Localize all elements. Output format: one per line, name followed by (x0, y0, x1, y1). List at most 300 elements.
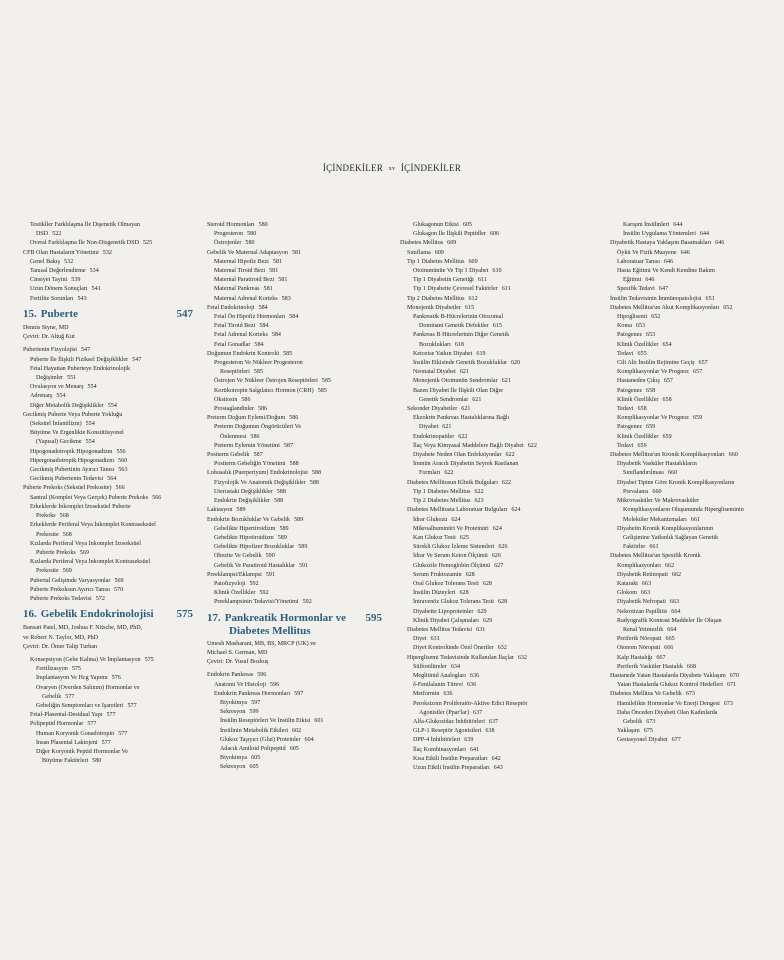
toc-entry[interactable] (23, 249, 193, 258)
toc-entry-title: Prostaglandinler (214, 406, 254, 413)
toc-entry[interactable] (400, 598, 595, 607)
toc-entry[interactable] (207, 671, 382, 680)
chapter-heading[interactable] (23, 610, 193, 621)
toc-entry[interactable] (400, 580, 595, 589)
toc-entry[interactable] (207, 414, 382, 423)
toc-entry[interactable] (207, 396, 382, 405)
toc-entry[interactable] (610, 368, 775, 377)
toc-entry[interactable] (23, 577, 193, 586)
toc-entry[interactable] (23, 466, 193, 475)
toc-entry[interactable] (610, 654, 775, 663)
toc-entry-page: 554 (56, 393, 66, 400)
toc-entry-page: 665 (665, 636, 675, 643)
toc-entry[interactable] (400, 479, 595, 488)
toc-entry[interactable] (23, 346, 193, 355)
toc-entry[interactable] (23, 521, 193, 530)
chapter-heading[interactable] (207, 611, 382, 637)
toc-entry-title: Maternal Tiroid Bezi (214, 268, 266, 275)
toc-entry[interactable] (23, 475, 193, 484)
toc-entry[interactable] (400, 249, 595, 258)
toc-entry[interactable] (610, 276, 775, 285)
toc-entry-page: 587 (253, 452, 263, 459)
toc-entry-title: Pankreatik B-Hücrelerinin Otozomal (413, 314, 504, 321)
toc-entry-title: Spesifik Tedavi (617, 286, 655, 293)
toc-entry[interactable] (207, 460, 382, 469)
toc-entry-title: Testikller Farklılaşma İle Dişenetik Olmayan (30, 222, 140, 228)
toc-entry[interactable] (400, 322, 595, 331)
toc-entry-page: 583 (281, 295, 291, 302)
toc-entry-page: 584 (254, 341, 264, 348)
toc-entry[interactable] (400, 764, 595, 773)
toc-entry[interactable] (207, 405, 382, 414)
toc-entry[interactable] (610, 469, 775, 478)
toc-entry-title: Glukagonun Etkisi (413, 222, 459, 228)
toc-entry-title: Otonom Nöropati (617, 645, 661, 652)
toc-entry[interactable] (400, 396, 595, 405)
toc-entry[interactable] (207, 221, 382, 230)
toc-entry[interactable] (400, 497, 595, 506)
toc-entry[interactable] (610, 506, 775, 515)
toc-entry-title: Sınıflandırılması (623, 470, 664, 477)
toc-entry[interactable] (23, 392, 193, 401)
toc-entry[interactable] (400, 423, 595, 432)
toc-entry[interactable] (23, 757, 193, 766)
toc-entry[interactable] (610, 672, 775, 681)
toc-entry[interactable] (610, 267, 775, 276)
toc-entry-page: 622 (444, 470, 454, 477)
toc-entry[interactable] (400, 571, 595, 580)
toc-entry[interactable] (610, 552, 775, 561)
toc-entry[interactable] (207, 451, 382, 460)
toc-entry[interactable] (23, 512, 193, 521)
toc-entry[interactable] (23, 411, 193, 420)
toc-entry[interactable] (400, 405, 595, 414)
toc-entry[interactable] (400, 414, 595, 423)
toc-entry[interactable] (207, 708, 382, 717)
toc-entry[interactable] (610, 709, 775, 718)
toc-entry[interactable] (610, 322, 775, 331)
toc-entry[interactable] (610, 644, 775, 653)
toc-entry[interactable] (207, 341, 382, 350)
toc-entry[interactable] (400, 552, 595, 561)
toc-entry[interactable] (610, 387, 775, 396)
toc-entry[interactable] (23, 429, 193, 438)
toc-entry[interactable] (207, 368, 382, 377)
toc-entry[interactable] (23, 484, 193, 493)
toc-entry[interactable] (400, 267, 595, 276)
toc-column-2 (207, 221, 382, 773)
toc-entry-title: İnsülin Düzeyleri (413, 590, 456, 597)
toc-entry[interactable] (207, 350, 382, 359)
toc-entry[interactable] (207, 313, 382, 322)
toc-entry[interactable] (23, 665, 193, 674)
toc-entry[interactable] (610, 442, 775, 451)
toc-entry[interactable] (23, 531, 193, 540)
toc-entry[interactable] (23, 549, 193, 558)
toc-entry[interactable] (610, 377, 775, 386)
toc-entry[interactable] (610, 681, 775, 690)
toc-entry-page: 662 (671, 571, 682, 578)
toc-entry[interactable] (400, 663, 595, 672)
toc-entry-page: 566 (152, 494, 162, 501)
toc-entry[interactable] (23, 356, 193, 365)
toc-entry[interactable] (610, 617, 775, 626)
toc-entry[interactable] (400, 469, 595, 478)
toc-entry[interactable] (207, 699, 382, 708)
toc-entry[interactable] (400, 736, 595, 745)
toc-entry[interactable] (610, 313, 775, 322)
toc-entry[interactable] (23, 365, 193, 374)
toc-entry[interactable] (610, 359, 775, 368)
toc-entry[interactable] (610, 405, 775, 414)
toc-entry-title: Komplikasyonların Oluşumunda Hipergliseminin (623, 507, 744, 514)
toc-entry[interactable] (23, 748, 193, 757)
toc-entry[interactable] (23, 693, 193, 702)
toc-entry[interactable] (610, 285, 775, 294)
toc-entry[interactable] (400, 285, 595, 294)
toc-entry-page: 653 (635, 323, 646, 330)
toc-entry[interactable] (400, 617, 595, 626)
toc-entry[interactable] (207, 359, 382, 368)
toc-entry-title: Sürekli Glukoz İzleme Sistemleri (413, 544, 495, 551)
toc-entry-page: 677 (671, 737, 681, 744)
toc-entry[interactable] (400, 644, 595, 653)
toc-entry[interactable] (207, 433, 382, 442)
toc-entry[interactable] (23, 730, 193, 739)
toc-entry[interactable] (610, 516, 775, 525)
toc-entry[interactable] (610, 230, 775, 239)
toc-entry[interactable] (400, 451, 595, 460)
toc-entry[interactable] (400, 690, 595, 699)
chapter-heading[interactable] (23, 307, 193, 321)
toc-entry[interactable] (610, 598, 775, 607)
toc-entry[interactable] (400, 304, 595, 313)
toc-entry-title: Patofizyoloji (214, 580, 246, 587)
toc-entry[interactable] (207, 239, 382, 248)
toc-entry[interactable] (207, 727, 382, 736)
toc-entry[interactable] (207, 304, 382, 313)
toc-entry[interactable] (610, 423, 775, 432)
toc-entry-title: Hasta Eğitimi Ve Kendi Kendine Bakım (617, 268, 715, 275)
toc-entry-page: 636 (469, 672, 480, 679)
toc-entry[interactable] (207, 763, 382, 772)
toc-entry[interactable] (207, 267, 382, 276)
toc-entry[interactable] (207, 717, 382, 726)
toc-entry-title: Bazen Diyabet İle İlişkili Olan Diğer (413, 387, 504, 394)
toc-entry-page: 628 (498, 599, 508, 606)
toc-entry[interactable] (400, 433, 595, 442)
toc-entry[interactable] (23, 438, 193, 447)
toc-entry[interactable] (400, 525, 595, 534)
toc-entry[interactable] (207, 230, 382, 239)
toc-entry[interactable] (610, 580, 775, 589)
toc-entry[interactable] (610, 534, 775, 543)
toc-entry[interactable] (400, 221, 595, 230)
toc-entry[interactable] (400, 543, 595, 552)
toc-entry-page: 605 (251, 755, 261, 762)
toc-entry[interactable] (610, 700, 775, 709)
toc-entry[interactable] (23, 258, 193, 267)
toc-entry-page: 659 (637, 442, 647, 449)
toc-entry-title: İnsülin Tedavisinin İmmünopatolojisi (610, 295, 702, 302)
toc-entry[interactable] (400, 359, 595, 368)
header-right: İÇİNDEKİLER (400, 163, 462, 173)
toc-entry[interactable] (23, 503, 193, 512)
toc-entry[interactable] (610, 497, 775, 506)
toc-entry-page: 623 (474, 498, 484, 505)
toc-entry[interactable] (23, 295, 193, 304)
chapter-author: Çeviri: Dr. Ömer Talip Turhan (23, 643, 98, 650)
toc-entry[interactable] (400, 331, 595, 340)
toc-entry[interactable] (610, 488, 775, 497)
toc-entry[interactable] (207, 497, 382, 506)
toc-entry[interactable] (207, 525, 382, 534)
toc-entry[interactable] (23, 656, 193, 665)
toc-entry[interactable] (207, 331, 382, 340)
toc-entry-page: 591 (265, 571, 275, 578)
toc-entry-page: 631 (430, 636, 440, 643)
toc-entry[interactable] (207, 598, 382, 607)
toc-entry[interactable] (400, 608, 595, 617)
toc-entry-page: 589 (277, 534, 287, 541)
toc-entry[interactable] (23, 221, 193, 230)
toc-entry[interactable] (400, 387, 595, 396)
chapter-title: Puberte (40, 307, 79, 320)
toc-entry[interactable] (400, 341, 595, 350)
toc-entry[interactable] (23, 586, 193, 595)
chapter-page: 547 (176, 307, 193, 320)
toc-entry-title: Komplikasyonlar Ve Prognoz (617, 415, 689, 422)
toc-entry[interactable] (23, 558, 193, 567)
toc-entry[interactable] (610, 396, 775, 405)
toc-entry[interactable] (610, 460, 775, 469)
toc-entry[interactable] (207, 249, 382, 258)
toc-entry[interactable] (400, 654, 595, 663)
toc-entry-page: 605 (289, 745, 299, 752)
toc-entry[interactable] (400, 313, 595, 322)
header-left: İÇİNDEKİLER (322, 163, 384, 173)
toc-entry[interactable] (207, 488, 382, 497)
toc-entry[interactable] (207, 295, 382, 304)
toc-entry[interactable] (400, 700, 595, 709)
toc-entry[interactable] (610, 331, 775, 340)
toc-entry[interactable] (23, 448, 193, 457)
toc-entry[interactable] (207, 506, 382, 515)
toc-entry[interactable] (610, 350, 775, 359)
toc-entry[interactable] (23, 402, 193, 411)
toc-entry[interactable] (23, 230, 193, 239)
toc-entry-page: 657 (698, 360, 708, 367)
toc-entry[interactable] (400, 488, 595, 497)
toc-entry[interactable] (400, 709, 595, 718)
toc-entry-page: 541 (91, 286, 101, 293)
header-page-number: xv (388, 165, 396, 172)
toc-entry-title: Oksitosin (214, 396, 238, 403)
toc-entry[interactable] (400, 516, 595, 525)
toc-entry-title: Koma (617, 323, 632, 330)
toc-entry[interactable] (207, 571, 382, 580)
toc-entry-title: Prekosite (36, 531, 59, 538)
toc-entry[interactable] (400, 350, 595, 359)
toc-entry-title: Diyabetik Vasküler Hastalıkların (617, 461, 697, 468)
toc-entry[interactable] (610, 562, 775, 571)
toc-entry[interactable] (400, 635, 595, 644)
toc-entry[interactable] (610, 525, 775, 534)
toc-entry[interactable] (610, 433, 775, 442)
toc-entry[interactable] (400, 746, 595, 755)
toc-entry[interactable] (610, 258, 775, 267)
toc-entry[interactable] (207, 681, 382, 690)
toc-entry-title: Dominant Genetik Defektler (419, 323, 489, 330)
toc-entry-page: 646 (645, 277, 655, 284)
toc-entry[interactable] (23, 494, 193, 503)
toc-entry[interactable] (23, 267, 193, 276)
toc-entry[interactable] (23, 684, 193, 693)
toc-entry[interactable] (207, 754, 382, 763)
toc-entry[interactable] (207, 516, 382, 525)
toc-entry-title: Steroid Hormonları (207, 222, 255, 228)
toc-entry-page: 628 (459, 590, 469, 597)
toc-entry[interactable] (610, 635, 775, 644)
toc-entry-page: 588 (309, 479, 319, 486)
running-header (0, 163, 784, 173)
toc-entry[interactable] (207, 736, 382, 745)
toc-entry[interactable] (23, 276, 193, 285)
toc-entry[interactable] (400, 718, 595, 727)
toc-entry[interactable] (400, 377, 595, 386)
toc-entry[interactable] (207, 377, 382, 386)
toc-entry-title: Diabetes Mellitusta Laboratuar Bulguları (407, 507, 508, 514)
toc-entry[interactable] (610, 571, 775, 580)
toc-entry[interactable] (207, 552, 382, 561)
toc-entry[interactable] (207, 479, 382, 488)
toc-entry[interactable] (23, 711, 193, 720)
toc-entry-title: Tedavi (617, 406, 634, 413)
toc-entry[interactable] (207, 745, 382, 754)
toc-entry[interactable] (207, 423, 382, 432)
toc-entry[interactable] (23, 567, 193, 576)
toc-entry-title: Katarakt (617, 580, 638, 587)
toc-entry[interactable] (207, 442, 382, 451)
toc-entry[interactable] (400, 672, 595, 681)
toc-entry[interactable] (610, 249, 775, 258)
toc-entry[interactable] (400, 681, 595, 690)
toc-entry[interactable] (23, 674, 193, 683)
toc-entry[interactable] (610, 626, 775, 635)
toc-entry[interactable] (207, 285, 382, 294)
toc-entry-page: 547 (132, 356, 142, 363)
toc-entry[interactable] (23, 420, 193, 429)
toc-entry[interactable] (207, 562, 382, 571)
toc-entry[interactable] (207, 387, 382, 396)
toc-entry-page: 585 (317, 387, 327, 394)
toc-entry[interactable] (23, 595, 193, 604)
toc-entry[interactable] (207, 543, 382, 552)
toc-entry[interactable] (610, 341, 775, 350)
toc-entry[interactable] (400, 589, 595, 598)
toc-entry-title: Diabetes Mellitus (400, 240, 444, 247)
toc-entry[interactable] (400, 368, 595, 377)
toc-entry[interactable] (610, 479, 775, 488)
toc-entry-title: Uterustaki Değişiklikler (214, 488, 273, 495)
toc-entry-page: 660 (728, 452, 738, 459)
toc-entry-page: 525 (143, 240, 153, 247)
toc-entry[interactable] (610, 690, 775, 699)
toc-entry[interactable] (23, 383, 193, 392)
toc-entry[interactable] (400, 442, 595, 451)
toc-entry-title: Diabetes Mellitus Tedavisi (407, 626, 473, 633)
toc-entry[interactable] (610, 718, 775, 727)
toc-entry-title: Adacık Amiloid Polipeptid (220, 745, 286, 752)
toc-entry[interactable] (610, 304, 775, 313)
toc-entry[interactable] (610, 221, 775, 230)
toc-entry[interactable] (400, 626, 595, 635)
toc-entry-title: Hipergonadotropik Hipogonadizm (30, 457, 115, 464)
toc-entry[interactable] (23, 285, 193, 294)
toc-entry[interactable] (400, 258, 595, 267)
toc-entry[interactable] (400, 460, 595, 469)
toc-entry[interactable] (400, 562, 595, 571)
toc-entry[interactable] (207, 534, 382, 543)
toc-entry[interactable] (207, 469, 382, 478)
toc-entry[interactable] (610, 543, 775, 552)
toc-entry[interactable] (610, 451, 775, 460)
toc-entry[interactable] (207, 276, 382, 285)
toc-entry[interactable] (207, 258, 382, 267)
toc-entry[interactable] (610, 295, 775, 304)
toc-entry[interactable] (400, 239, 595, 248)
toc-entry-title: Uzun Dönem Sonuçları (30, 286, 88, 293)
toc-entry[interactable] (610, 414, 775, 423)
toc-entry-title: Formları (419, 470, 441, 477)
toc-entry[interactable] (207, 580, 382, 589)
toc-entry[interactable] (207, 690, 382, 699)
toc-entry[interactable] (23, 702, 193, 711)
toc-entry-page: 629 (483, 617, 493, 624)
toc-entry[interactable] (610, 736, 775, 745)
toc-entry[interactable] (23, 374, 193, 383)
toc-entry-title: Laboratuar Tanısı (617, 258, 660, 265)
toc-entry[interactable] (610, 663, 775, 672)
toc-entry[interactable] (400, 727, 595, 736)
toc-entry[interactable] (610, 589, 775, 598)
toc-entry[interactable] (400, 534, 595, 543)
toc-entry[interactable] (400, 230, 595, 239)
toc-entry-page: 622 (505, 452, 515, 459)
toc-entry[interactable] (400, 755, 595, 764)
toc-entry-title: Önlenmesi (220, 433, 247, 440)
toc-entry[interactable] (23, 239, 193, 248)
chapter-author: Bansari Patel, MD, Joshua F. Nitsche, MD, PhD, (23, 625, 143, 632)
toc-entry[interactable] (23, 540, 193, 549)
toc-entry[interactable] (400, 276, 595, 285)
toc-entry[interactable] (610, 608, 775, 617)
toc-entry[interactable] (400, 506, 595, 515)
toc-entry-title: (Yapısal) Gecikme (36, 439, 82, 446)
toc-entry[interactable] (610, 239, 775, 248)
toc-entry[interactable] (23, 720, 193, 729)
toc-entry[interactable] (207, 589, 382, 598)
toc-entry[interactable] (400, 295, 595, 304)
toc-entry-page: 566 (115, 485, 125, 492)
toc-entry[interactable] (207, 322, 382, 331)
toc-entry-title: Fetal Gonadlar (214, 341, 251, 348)
toc-entry-title: Kızlarda Periferal Veya İnkomplet İzoseksüel (30, 540, 141, 547)
toc-entry[interactable] (23, 739, 193, 748)
toc-entry[interactable] (23, 457, 193, 466)
toc-entry[interactable] (610, 727, 775, 736)
toc-entry-page: 560 (118, 457, 128, 464)
